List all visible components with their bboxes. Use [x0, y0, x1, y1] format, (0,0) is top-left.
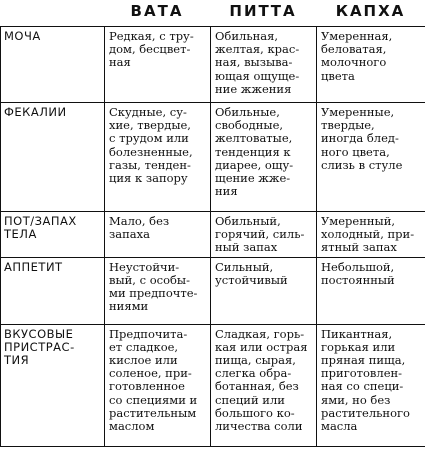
cell-pitta: Сильный, устойчивый [211, 257, 317, 324]
cell-kapha: Небольшой, постоянный [317, 257, 425, 324]
cell-vata: Мало, без запаха [105, 212, 211, 258]
cell-kapha: Умеренная, беловатая, молочного цвета [317, 27, 425, 103]
cell-vata: Предпочита- ет сладкое, кислое или соленое, при- готовленное со специями и растительным маслом [105, 324, 211, 446]
table-row-feces [1, 103, 425, 212]
cell-kapha: Умеренные, твердые, иногда блед- ного цвета, слизь в стуле [317, 103, 425, 212]
table-row-sweat-odor [1, 212, 425, 258]
cell-pitta: Обильная, желтая, крас- ная, вызыва- ющая ощуще- ние жжения [211, 27, 317, 103]
column-header-kapha: КАПХА [335, 2, 406, 20]
cell-kapha: Умеренный, холодный, при- ятный запах [317, 212, 425, 258]
column-header-pitta: ПИТТА [229, 2, 297, 20]
row-label: ПОТ/ЗАПАХ ТЕЛА [1, 212, 105, 258]
table-row-taste-preferences [1, 324, 425, 446]
column-header-vata: ВАТА [130, 2, 184, 20]
cell-vata: Скудные, су- хие, твердые, с трудом или болезненные, газы, тенден- ция к запору [105, 103, 211, 212]
table-row-appetite [1, 257, 425, 324]
row-label: АППЕТИТ [1, 257, 105, 324]
dosha-comparison-table [0, 26, 425, 447]
table-row-urine [1, 27, 425, 103]
cell-vata: Редкая, с тру- дом, бесцвет- ная [105, 27, 211, 103]
cell-pitta: Обильные, свободные, желтоватые, тенденция к диарее, ощу- щение жже- ния [211, 103, 317, 212]
row-label: ВКУСОВЫЕ ПРИСТРАС- ТИЯ [1, 324, 105, 446]
row-label: МОЧА [1, 27, 105, 103]
row-label: ФЕКАЛИИ [1, 103, 105, 212]
column-headers [0, 0, 425, 24]
cell-pitta: Обильный, горячий, силь- ный запах [211, 212, 317, 258]
cell-vata: Неустойчи- вый, с особы- ми предпочте- ниями [105, 257, 211, 324]
cell-pitta: Сладкая, горь- кая или острая пища, сырая, слегка обра- ботанная, без специй или большого ко- личества соли [211, 324, 317, 446]
cell-kapha: Пикантная, горькая или пряная пища, приготовлен- ная со специ- ями, но без растительного масла [317, 324, 425, 446]
